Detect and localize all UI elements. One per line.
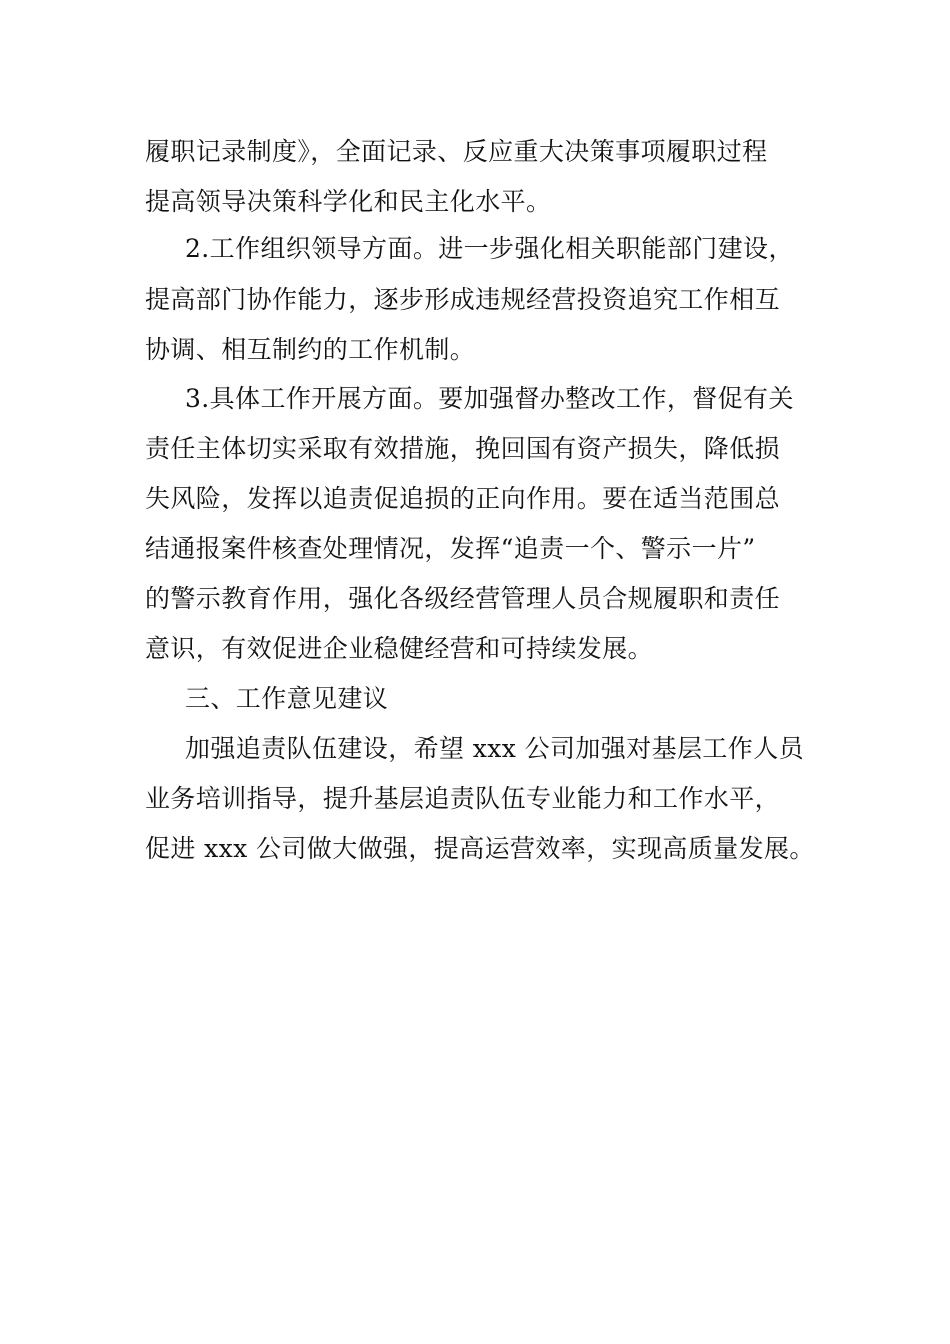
paragraph-line: 意识，有效促进企业稳健经营和可持续发展。 bbox=[145, 634, 654, 663]
paragraph-line: 提高领导决策科学化和民主化水平。 bbox=[145, 187, 552, 216]
paragraph-line: 履职记录制度》，全面记录、反应重大决策事项履职过程 bbox=[145, 137, 768, 166]
paragraph-line: 结通报案件核查处理情况，发挥“追责一个、警示一片” bbox=[145, 534, 756, 563]
paragraph-line: 促进 xxx 公司做大做强，提高运营效率，实现高质量发展。 bbox=[145, 834, 815, 863]
section-item-2-line: 2.工作组织领导方面。进一步强化相关职能部门建设， bbox=[185, 234, 794, 263]
paragraph-line: 加强追责队伍建设，希望 xxx 公司加强对基层工作人员 bbox=[185, 734, 804, 763]
section-heading: 三、工作意见建议 bbox=[185, 684, 389, 713]
paragraph-line: 提高部门协作能力，逐步形成违规经营投资追究工作相互 bbox=[145, 285, 781, 314]
paragraph-line: 的警示教育作用，强化各级经营管理人员合规履职和责任 bbox=[145, 584, 781, 613]
paragraph-line: 协调、相互制约的工作机制。 bbox=[145, 335, 476, 364]
paragraph-line: 业务培训指导，提升基层追责队伍专业能力和工作水平， bbox=[145, 784, 781, 813]
section-item-3-line: 3.具体工作开展方面。要加强督办整改工作，督促有关 bbox=[185, 384, 794, 413]
paragraph-line: 失风险，发挥以追责促追损的正向作用。要在适当范围总 bbox=[145, 484, 781, 513]
paragraph-line: 责任主体切实采取有效措施，挽回国有资产损失，降低损 bbox=[145, 434, 781, 463]
